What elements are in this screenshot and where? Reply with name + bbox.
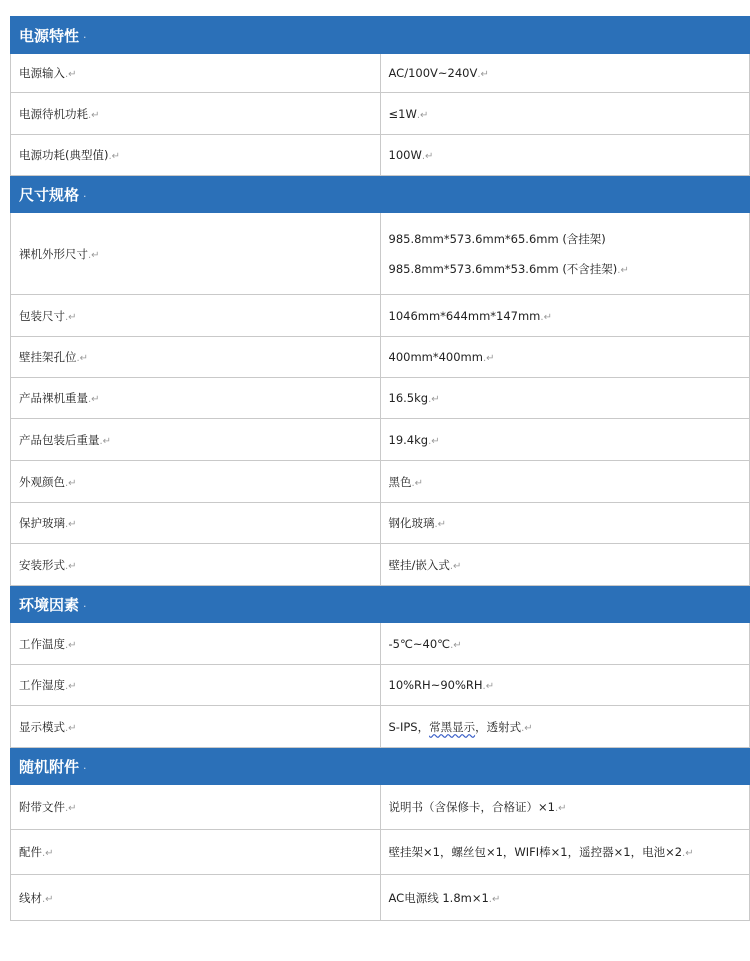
spec-key: 工作湿度 (19, 678, 65, 692)
section-header-power: 电源特性 · (11, 17, 750, 54)
spec-value: -5℃~40℃ (388, 636, 451, 651)
spec-value-line: 985.8mm*573.6mm*53.6mm (不含挂架) (388, 261, 618, 276)
table-row: 裸机外形尺寸.↵ 985.8mm*573.6mm*65.6mm (含挂架) 985.8mm*573.6mm*53.6mm (不含挂架).↵ (11, 213, 750, 295)
table-row: 产品包装后重量.↵ 19.4kg.↵ (11, 419, 750, 461)
table-row: 配件.↵ 壁挂架×1，螺丝包×1，WIFI棒×1，遥控器×1，电池×2.↵ (11, 830, 750, 875)
table-row: 工作温度.↵ -5℃~40℃.↵ (11, 623, 750, 665)
spec-key: 壁挂架孔位 (19, 350, 77, 364)
spec-sheet (10, 16, 750, 921)
table-row: 显示模式.↵ S-IPS，常黑显示，透射式.↵ (11, 706, 750, 748)
spec-value: AC/100V~240V (388, 66, 478, 80)
spec-key: 外观颜色 (19, 474, 65, 489)
table-row: 电源待机功耗.↵ ≤1W.↵ (11, 93, 750, 135)
section-header-size: 尺寸规格 · (11, 176, 750, 213)
spec-key: 线材 (19, 890, 42, 905)
spec-value: 400mm*400mm (388, 350, 483, 364)
spellcheck-underlined-text: 常黑显示 (429, 719, 476, 734)
table-row: 电源功耗(典型值).↵ 100W.↵ (11, 135, 750, 176)
section-header-env: 环境因素 · (11, 586, 750, 623)
spec-key: 电源输入 (19, 66, 65, 80)
spec-value: 说明书（含保修卡，合格证）×1 (388, 800, 555, 814)
section-title: 尺寸规格 (19, 185, 80, 204)
table-row: 保护玻璃.↵ 钢化玻璃.↵ (11, 503, 750, 544)
spec-value-line: 985.8mm*573.6mm*65.6mm (含挂架) (388, 231, 606, 246)
spec-key: 配件 (19, 845, 42, 859)
spec-value: 1046mm*644mm*147mm (388, 308, 541, 323)
spec-table (10, 16, 750, 921)
spec-key: 电源功耗(典型值) (19, 148, 109, 162)
section-title: 环境因素 (19, 595, 80, 614)
spec-key: 裸机外形尺寸 (19, 246, 88, 261)
spec-value: 黑色 (388, 474, 412, 489)
table-row: 电源输入.↵ AC/100V~240V.↵ (11, 54, 750, 93)
spec-value: 100W (388, 148, 422, 162)
spec-key: 包装尺寸 (19, 308, 65, 323)
spec-value: 16.5kg (388, 391, 429, 405)
spec-value: AC电源线 1.8m×1 (388, 890, 489, 905)
spec-value: 19.4kg (388, 432, 429, 447)
spec-key: 产品裸机重量 (19, 391, 88, 405)
spec-key: 安装形式 (19, 557, 65, 572)
table-row: 包装尺寸.↵ 1046mm*644mm*147mm.↵ (11, 295, 750, 337)
table-row: 线材.↵ AC电源线 1.8m×1.↵ (11, 875, 750, 921)
spec-key: 附带文件 (19, 800, 65, 814)
spec-key: 电源待机功耗 (19, 106, 88, 121)
table-row: 产品裸机重量.↵ 16.5kg.↵ (11, 378, 750, 419)
spec-key: 工作温度 (19, 636, 65, 651)
section-title: 电源特性 (19, 26, 80, 45)
spec-value: 壁挂架×1，螺丝包×1，WIFI棒×1，遥控器×1，电池×2 (388, 845, 683, 859)
spec-key: 产品包装后重量 (19, 432, 100, 447)
spec-key: 保护玻璃 (19, 516, 65, 530)
spec-value: ≤1W (388, 106, 417, 121)
table-row: 附带文件.↵ 说明书（含保修卡，合格证）×1.↵ (11, 785, 750, 830)
spec-value: 壁挂/嵌入式 (388, 557, 450, 572)
spec-value: 10%RH~90%RH (388, 678, 483, 692)
spec-value: ，透射式 (475, 719, 522, 734)
spec-key: 显示模式 (19, 719, 65, 734)
section-title: 随机附件 (19, 757, 80, 776)
table-row: 工作湿度.↵ 10%RH~90%RH.↵ (11, 665, 750, 706)
table-row: 安装形式.↵ 壁挂/嵌入式.↵ (11, 544, 750, 586)
section-header-accessories: 随机附件 · (11, 748, 750, 785)
spec-value: S-IPS， (388, 719, 430, 734)
table-row: 壁挂架孔位.↵ 400mm*400mm.↵ (11, 337, 750, 378)
spec-value: 钢化玻璃 (388, 516, 435, 530)
table-row: 外观颜色.↵ 黑色.↵ (11, 461, 750, 503)
